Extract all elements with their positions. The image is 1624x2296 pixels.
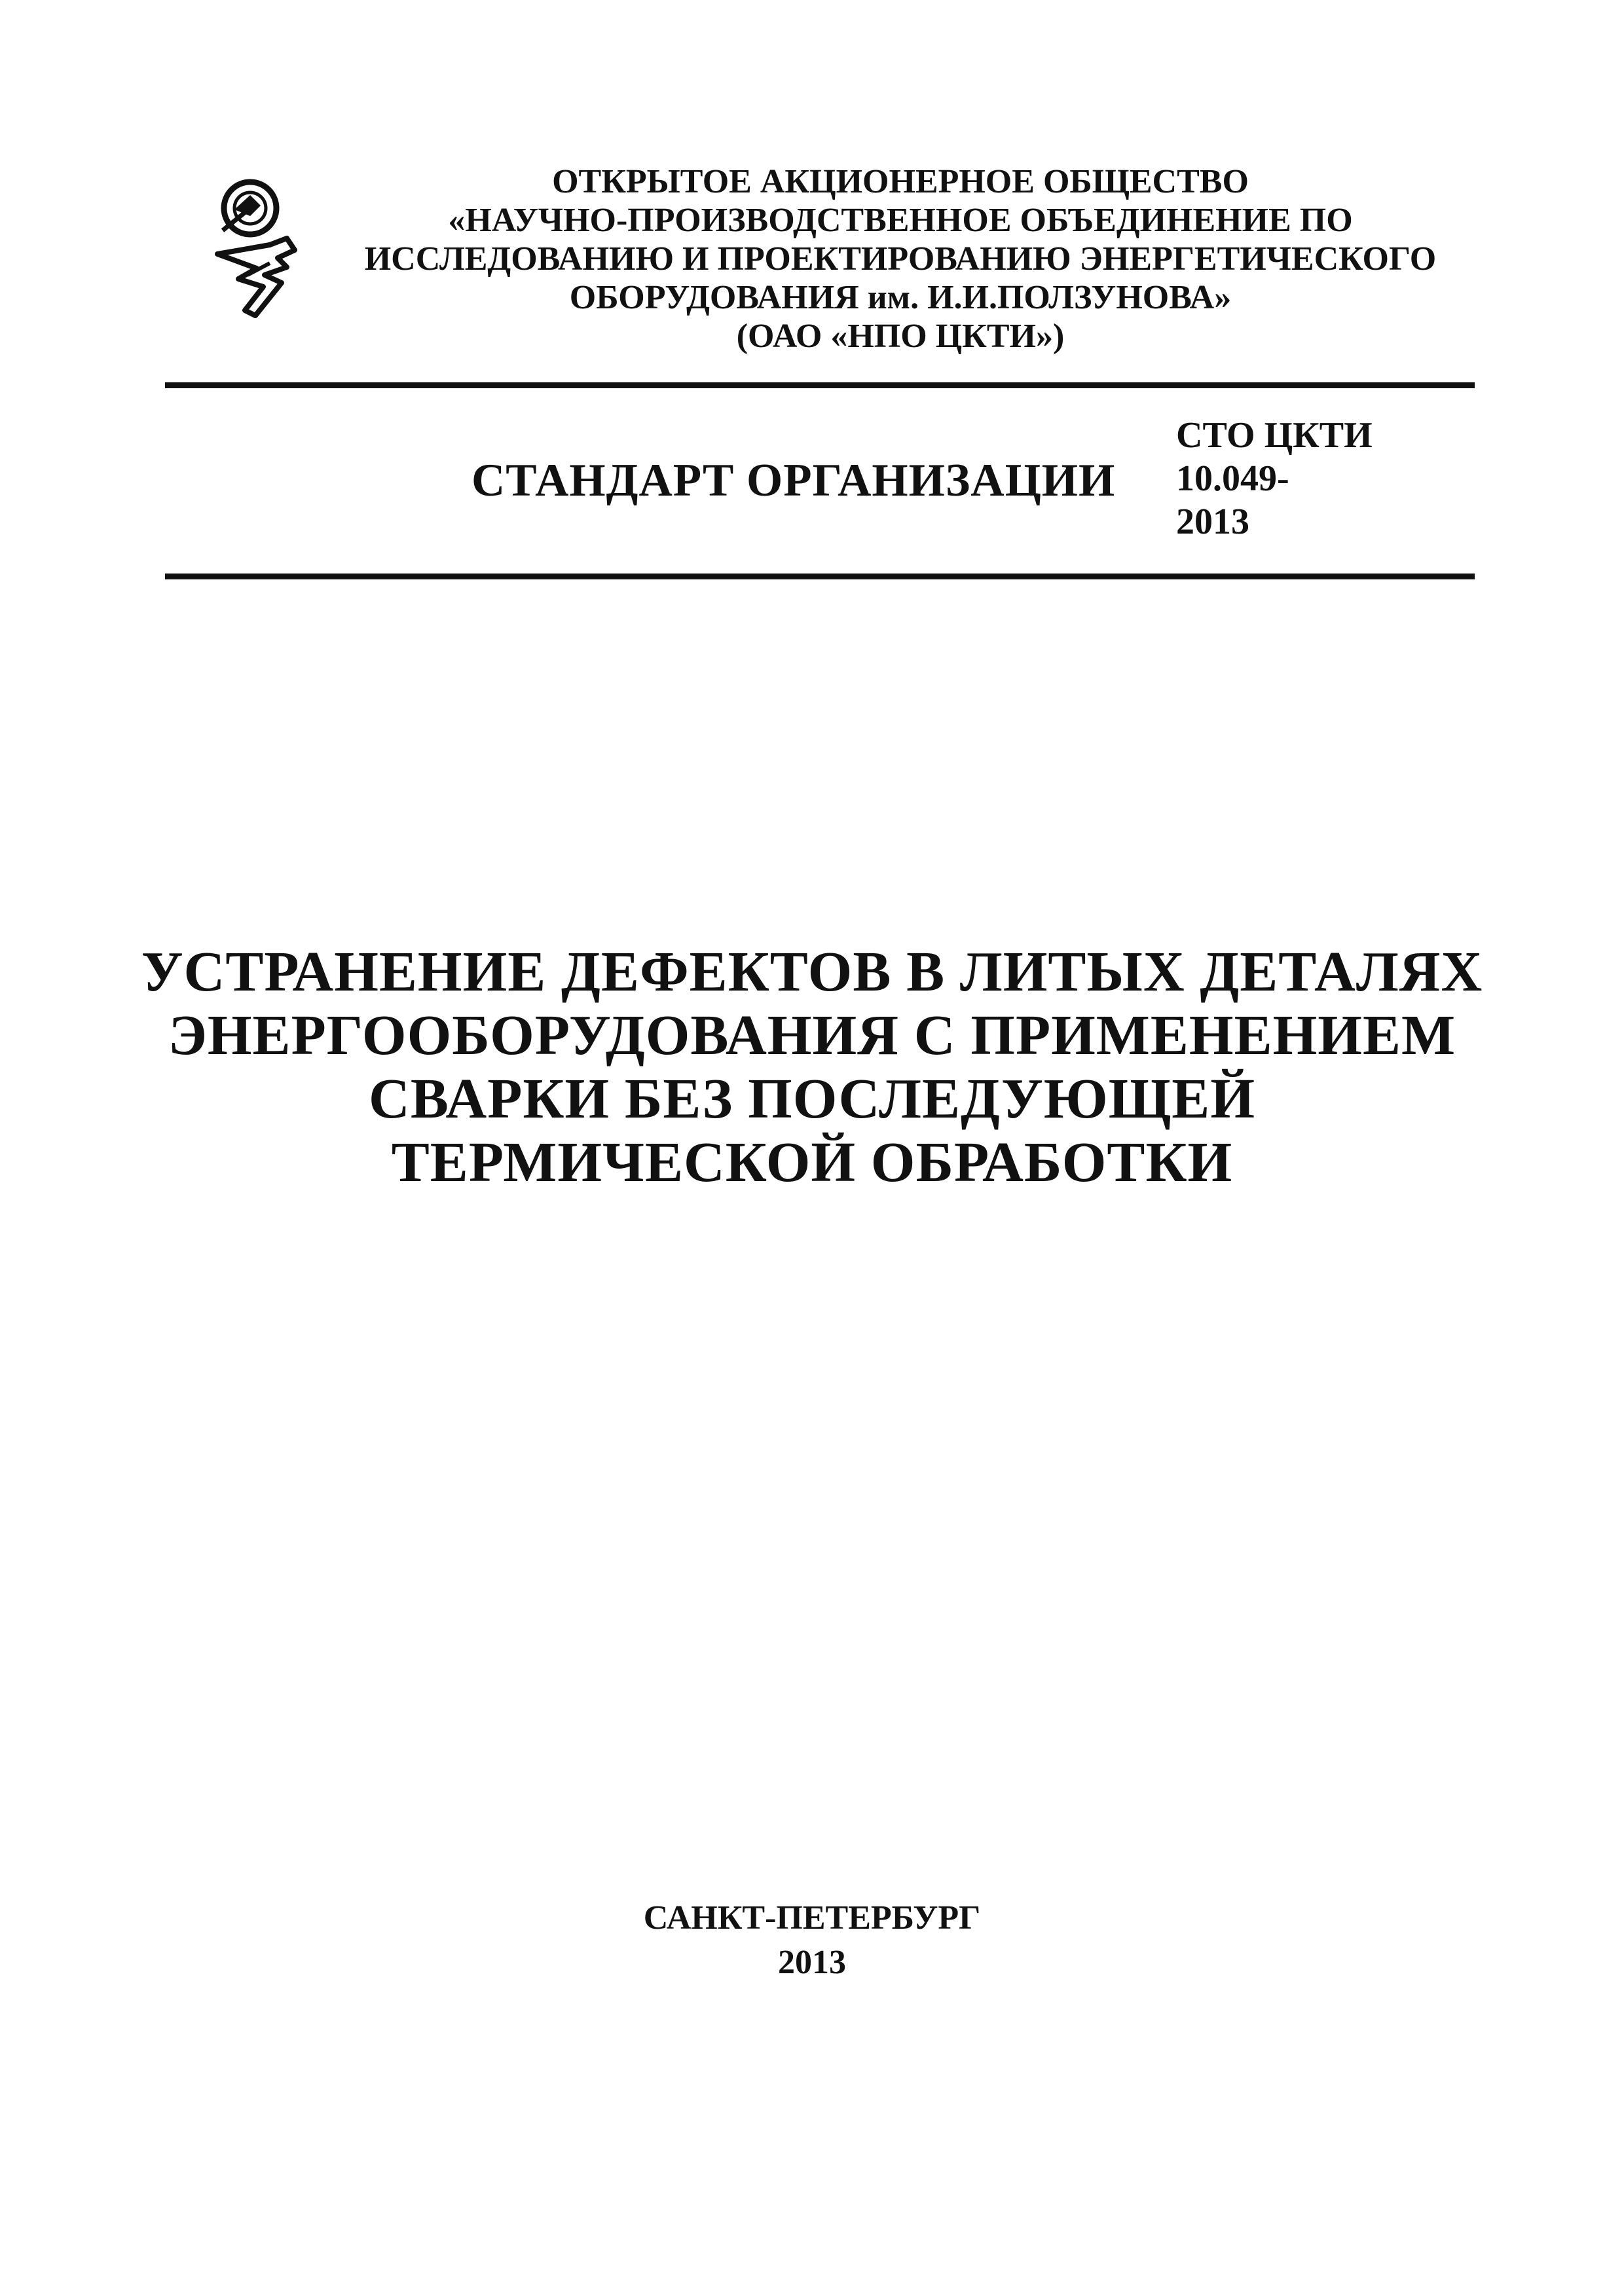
title-line-1: УСТРАНЕНИЕ ДЕФЕКТОВ В ЛИТЫХ ДЕТАЛЯХ	[141, 939, 1483, 1003]
top-divider-rule	[165, 382, 1475, 388]
title-line-2: ЭНЕРГООБОРУДОВАНИЯ С ПРИМЕНЕНИЕМ	[168, 1003, 1456, 1066]
document-title	[131, 939, 1493, 1194]
publication-city: САНКТ-ПЕТЕРБУРГ	[643, 1899, 981, 1937]
title-line-3: СВАРКИ БЕЗ ПОСЛЕДУЮЩЕЙ	[368, 1066, 1256, 1130]
org-line-5: (ОАО «НПО ЦКТИ»)	[736, 318, 1065, 355]
org-line-4: ОБОРУДОВАНИЯ им. И.И.ПОЛЗУНОВА»	[569, 279, 1232, 316]
standard-code-line-1: СТО ЦКТИ	[1176, 415, 1373, 456]
standard-type-label: СТАНДАРТ ОРГАНИЗАЦИИ	[471, 455, 1116, 506]
org-line-1: ОТКРЫТОЕ АКЦИОНЕРНОЕ ОБЩЕСТВО	[552, 163, 1249, 200]
publication-year: 2013	[778, 1944, 846, 1981]
standard-code	[1176, 414, 1373, 543]
organization-name	[314, 162, 1486, 355]
npo-ckti-logo-icon	[210, 177, 308, 321]
org-line-2: «НАУЧНО-ПРОИЗВОДСТВЕННОЕ ОБЪЕДИНЕНИЕ ПО	[448, 202, 1353, 239]
standard-code-line-3: 2013	[1176, 501, 1249, 542]
title-line-4: ТЕРМИЧЕСКОЙ ОБРАБОТКИ	[391, 1130, 1233, 1194]
org-line-3: ИССЛЕДОВАНИЮ И ПРОЕКТИРОВАНИЮ ЭНЕРГЕТИЧЕСКОГО	[364, 240, 1437, 278]
bottom-divider-rule	[165, 574, 1475, 579]
standard-code-line-2: 10.049-	[1176, 458, 1289, 499]
publication-footer	[0, 1896, 1624, 1985]
